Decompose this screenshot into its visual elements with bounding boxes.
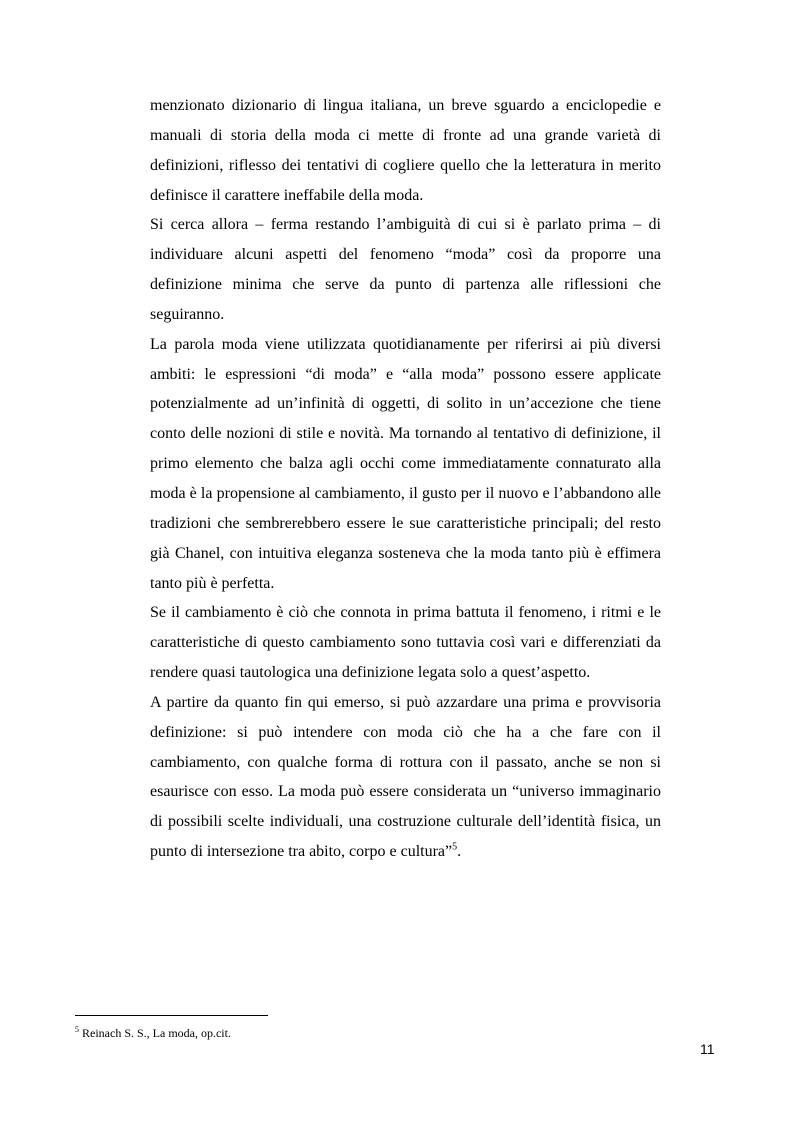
footnote-text: Reinach S. S., La moda, op.cit.: [82, 1026, 231, 1040]
paragraph: menzionato dizionario di lingua italiana, un breve sguardo a enciclopedie e manuali di storia della moda ci mette di fronte ad una grande varietà di definizioni, riflesso dei tentativi di cogliere quello che la letteratura in merito definisce il carattere ineffabile della moda.: [150, 97, 661, 204]
footnote-divider: [75, 1015, 268, 1016]
paragraph: Se il cambiamento è ciò che connota in prima battuta il fenomeno, i ritmi e le caratteristiche di questo cambiamento sono tuttavia così vari e differenziati da rendere quasi tautologica una definizione legata solo a quest’aspetto.: [150, 604, 661, 682]
footnote: [75, 1025, 231, 1041]
footnote-reference: 5: [452, 841, 458, 853]
paragraph: La parola moda viene utilizzata quotidianamente per riferirsi ai più diversi ambiti: le espressioni “di moda” e “alla moda” possono essere applicate potenzialmente ad un’infinità di oggetti, di solito in un’accezione che tiene conto delle nozioni di stile e novità. Ma tornando al tentativo di definizione, il primo elemento che balza agli occhi come immediatamente connaturato alla moda è la propensione al cambiamento, il gusto per il nuovo e l’abbandono alle tradizioni che sembrerebbero essere le sue caratteristiche principali; del resto già Chanel, con intuitiva eleganza sosteneva che la moda tanto più è effimera tanto più è perfetta.: [150, 335, 661, 592]
paragraph-last-text: A partire da quanto fin qui emerso, si può azzardare una prima e provvisoria definizione: si può intendere con moda ciò che ha a che fare con il cambiamento, con qualche forma di rottura con il passato, anche se non si esaurisce con esso. La moda può essere considerata un “universo immaginario di possibili scelte individuali, una costruzione culturale dell’identità fisica, un punto di intersezione tra abito, corpo e cultura”: [150, 693, 661, 861]
footnote-marker: 5: [75, 1025, 79, 1034]
paragraph-last-end: .: [457, 843, 462, 861]
paragraph: Si cerca allora – ferma restando l’ambiguità di cui si è parlato prima – di individuare alcuni aspetti del fenomeno “moda” così da proporre una definizione minima che serve da punto di partenza alle riflessioni che seguiranno.: [150, 216, 661, 323]
paragraph-last: [150, 688, 661, 867]
body-text: [150, 91, 661, 867]
page-number: 11: [700, 1041, 715, 1057]
